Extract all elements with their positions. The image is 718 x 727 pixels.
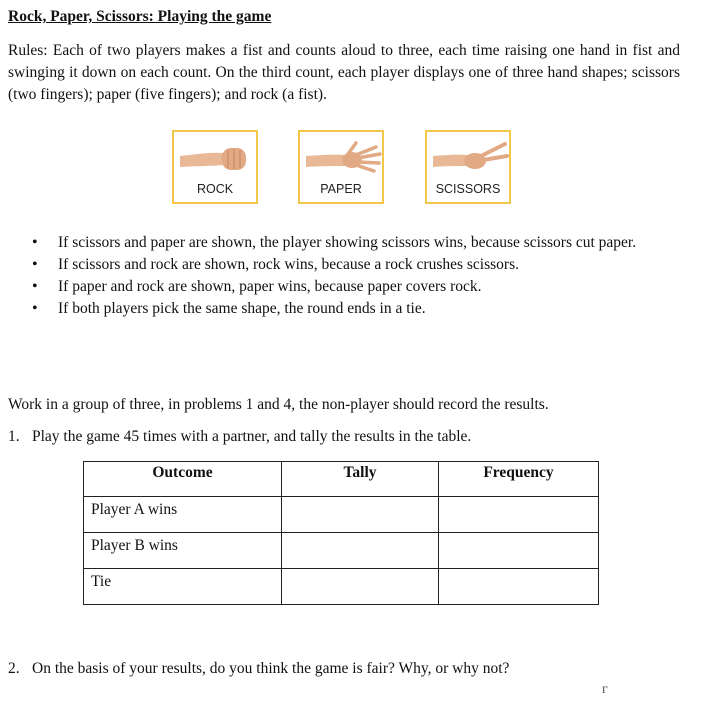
frequency-cell[interactable] <box>439 569 599 605</box>
question-number: 2. <box>8 660 20 677</box>
question-text: On the basis of your results, do you think the game is fair? Why, or why not? <box>32 660 510 677</box>
list-item: • If both players pick the same shape, the round ends in a tie. <box>32 298 680 320</box>
group-instruction: Work in a group of three, in problems 1 and 4, the non-player should record the results. <box>8 396 549 413</box>
scissors-label: SCISSORS <box>435 182 501 196</box>
tally-cell[interactable] <box>282 569 439 605</box>
outcome-cell: Tie <box>84 569 282 605</box>
rules-paragraph: Rules: Each of two players makes a fist and counts aloud to three, each time raising one hand in fist and swinging it down on each count. On the third count, each player displays one of three hand shapes; scissors (two fingers); paper (five fingers); and rock (a fist). <box>8 42 680 103</box>
frequency-cell[interactable] <box>439 497 599 533</box>
rock-label: ROCK <box>196 182 234 196</box>
header-outcome: Outcome <box>84 462 282 497</box>
scissors-card <box>425 130 511 204</box>
paper-label: PAPER <box>320 182 362 196</box>
list-item: • If scissors and rock are shown, rock wins, because a rock crushes scissors. <box>32 254 680 276</box>
scissors-hand-icon <box>431 138 509 178</box>
list-item: • If scissors and paper are shown, the player showing scissors wins, because scissors cut paper. <box>32 232 680 254</box>
header-frequency: Frequency <box>439 462 599 497</box>
question-1 <box>8 428 471 446</box>
outcome-cell: Player A wins <box>84 497 282 533</box>
tally-table <box>83 461 599 605</box>
rock-card <box>172 130 258 204</box>
stray-pen-mark: г <box>602 682 608 697</box>
rules-bullet-list <box>32 232 680 320</box>
list-item: • If paper and rock are shown, paper wins, because paper covers rock. <box>32 276 680 298</box>
question-2 <box>8 660 509 678</box>
outcome-cell: Player B wins <box>84 533 282 569</box>
tally-cell[interactable] <box>282 497 439 533</box>
question-text: Play the game 45 times with a partner, and tally the results in the table. <box>32 428 472 445</box>
tally-cell[interactable] <box>282 533 439 569</box>
frequency-cell[interactable] <box>439 533 599 569</box>
table-header-row <box>84 462 599 497</box>
question-number: 1. <box>8 428 20 445</box>
paper-hand-icon <box>304 138 382 178</box>
table-row <box>84 569 599 605</box>
page-title: Rock, Paper, Scissors: Playing the game <box>8 8 272 25</box>
table-row <box>84 533 599 569</box>
header-tally: Tally <box>282 462 439 497</box>
rock-hand-icon <box>178 138 256 178</box>
table-row <box>84 497 599 533</box>
paper-card <box>298 130 384 204</box>
